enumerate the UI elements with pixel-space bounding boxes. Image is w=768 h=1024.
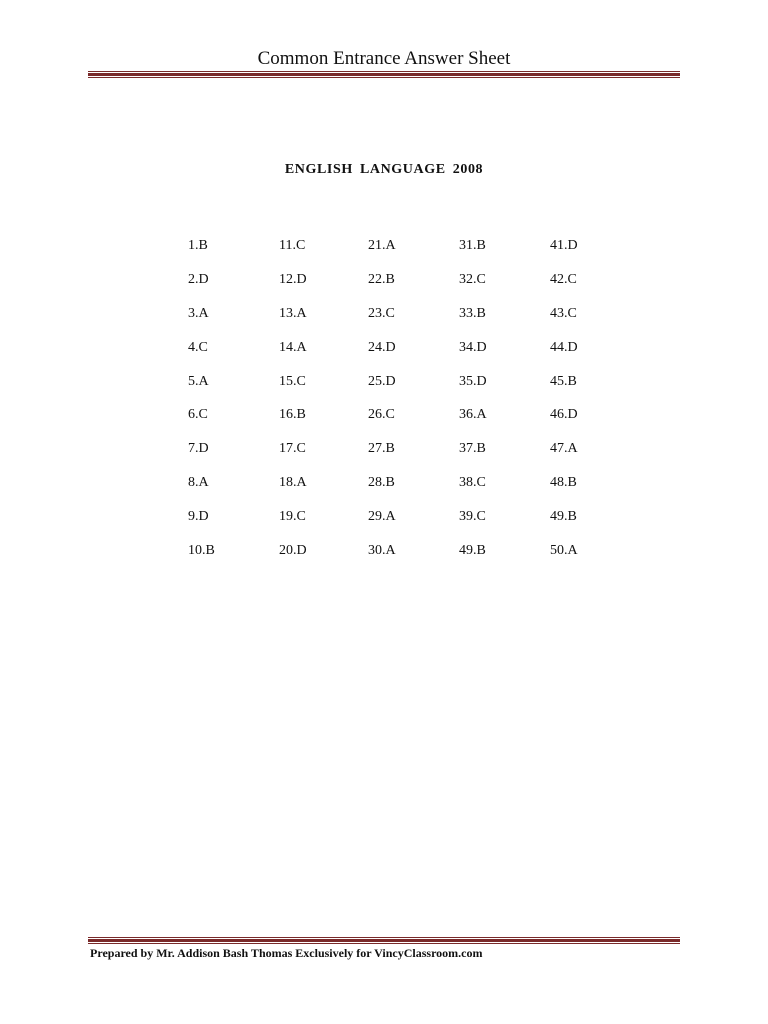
- answer-cell: 18.A: [279, 475, 307, 491]
- answer-cell: 33.B: [459, 305, 486, 321]
- answer-row: [188, 365, 648, 399]
- answer-grid: [188, 229, 648, 568]
- footer-divider: [88, 937, 680, 944]
- answer-cell: 10.B: [188, 542, 215, 558]
- answer-row: [188, 398, 648, 432]
- answer-cell: 29.A: [368, 509, 396, 525]
- answer-cell: 3.A: [188, 305, 209, 321]
- answer-cell: 26.C: [368, 407, 395, 423]
- answer-cell: 36.A: [459, 407, 487, 423]
- answer-cell: 38.C: [459, 475, 486, 491]
- answer-cell: 16.B: [279, 407, 306, 423]
- answer-cell: 28.B: [368, 475, 395, 491]
- answer-cell: 43.C: [550, 305, 577, 321]
- answer-cell: 19.C: [279, 509, 306, 525]
- answer-cell: 8.A: [188, 475, 209, 491]
- answer-row: [188, 331, 648, 365]
- footer-credit: Prepared by Mr. Addison Bash Thomas Exclusively for VincyClassroom.com: [90, 946, 483, 960]
- answer-cell: 44.D: [550, 339, 578, 355]
- answer-cell: 23.C: [368, 305, 395, 321]
- answer-cell: 39.C: [459, 509, 486, 525]
- answer-cell: 30.A: [368, 542, 396, 558]
- answer-row: [188, 229, 648, 263]
- answer-cell: 48.B: [550, 475, 577, 491]
- answer-cell: 4.C: [188, 339, 208, 355]
- answer-cell: 27.B: [368, 441, 395, 457]
- answer-cell: 12.D: [279, 271, 307, 287]
- answer-cell: 15.C: [279, 373, 306, 389]
- answer-cell: 41.D: [550, 237, 578, 253]
- answer-cell: 14.A: [279, 339, 307, 355]
- answer-cell: 47.A: [550, 441, 578, 457]
- answer-cell: 34.D: [459, 339, 487, 355]
- answer-row: [188, 297, 648, 331]
- section-title: ENGLISH LANGUAGE 2008: [284, 162, 484, 177]
- page-title: Common Entrance Answer Sheet: [257, 48, 511, 69]
- answer-cell: 20.D: [279, 542, 307, 558]
- answer-row: [188, 466, 648, 500]
- answer-cell: 21.A: [368, 237, 396, 253]
- answer-cell: 22.B: [368, 271, 395, 287]
- answer-row: [188, 500, 648, 534]
- answer-cell: 46.D: [550, 407, 578, 423]
- answer-cell: 35.D: [459, 373, 487, 389]
- answer-cell: 5.A: [188, 373, 209, 389]
- answer-cell: 13.A: [279, 305, 307, 321]
- answer-cell: 45.B: [550, 373, 577, 389]
- answer-cell: 24.D: [368, 339, 396, 355]
- answer-cell: 11.C: [279, 237, 306, 253]
- answer-cell: 37.B: [459, 441, 486, 457]
- answer-row: [188, 432, 648, 466]
- answer-cell: 17.C: [279, 441, 306, 457]
- answer-cell: 31.B: [459, 237, 486, 253]
- answer-row: [188, 263, 648, 297]
- header-divider: [88, 71, 680, 78]
- answer-cell: 25.D: [368, 373, 396, 389]
- answer-cell: 32.C: [459, 271, 486, 287]
- answer-cell: 6.C: [188, 407, 208, 423]
- answer-cell: 7.D: [188, 441, 209, 457]
- answer-cell: 50.A: [550, 542, 578, 558]
- answer-cell: 1.B: [188, 237, 208, 253]
- answer-cell: 49.B: [550, 509, 577, 525]
- answer-row: [188, 534, 648, 568]
- answer-cell: 2.D: [188, 271, 209, 287]
- answer-cell: 42.C: [550, 271, 577, 287]
- answer-cell: 9.D: [188, 509, 209, 525]
- answer-cell: 49.B: [459, 542, 486, 558]
